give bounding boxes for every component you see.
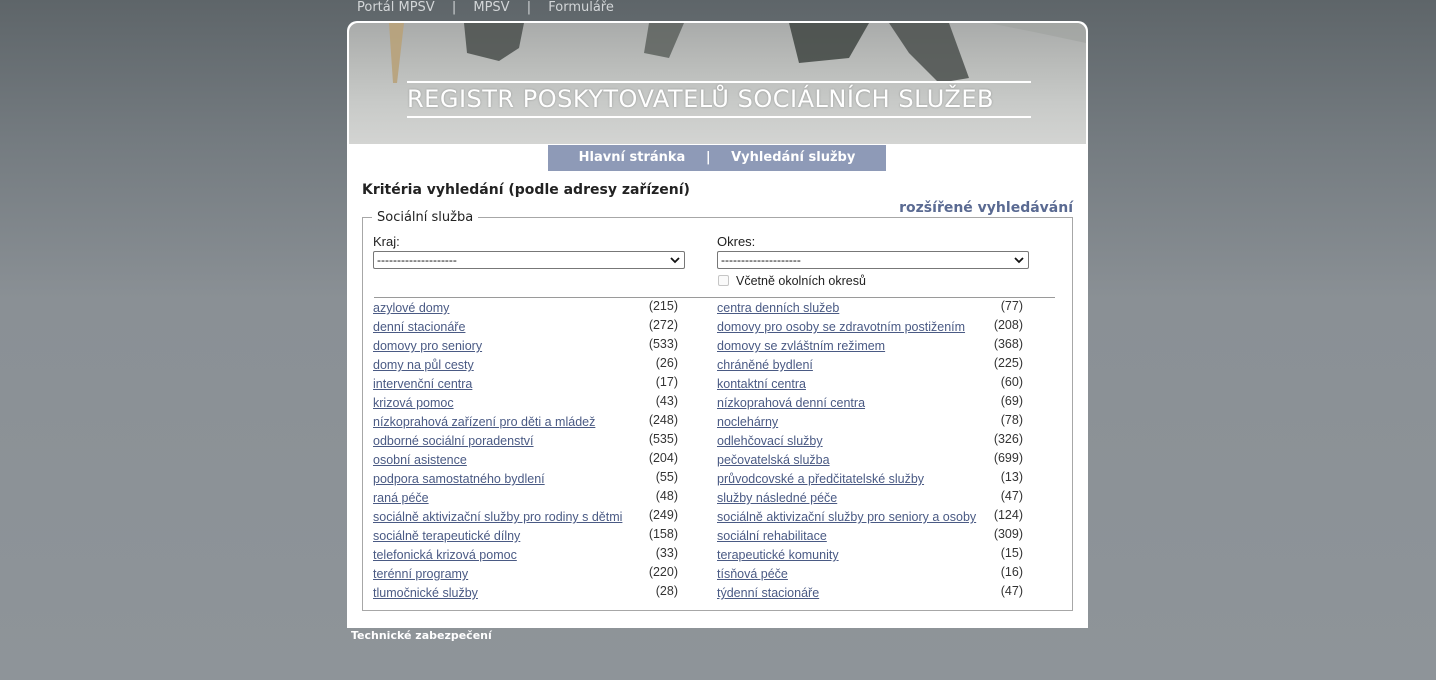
- service-count: (47): [1000, 584, 1023, 598]
- service-link[interactable]: podpora samostatného bydlení: [373, 472, 545, 486]
- service-row: [717, 320, 1023, 339]
- service-count: (225): [993, 356, 1023, 370]
- service-link[interactable]: azylové domy: [373, 301, 450, 315]
- service-count: (47): [1000, 489, 1023, 503]
- service-count: (249): [648, 508, 678, 522]
- okres-label: Okres:: [717, 234, 756, 249]
- service-link[interactable]: telefonická krizová pomoc: [373, 548, 517, 562]
- service-list-left: [373, 301, 678, 605]
- service-row: [373, 472, 678, 491]
- service-row: [373, 453, 678, 472]
- service-count: (272): [648, 318, 678, 332]
- service-count: (309): [993, 527, 1023, 541]
- service-row: [373, 586, 678, 605]
- service-link[interactable]: služby následné péče: [717, 491, 838, 505]
- service-count: (77): [1000, 299, 1023, 313]
- service-row: [717, 510, 1023, 529]
- footer-technical-link[interactable]: Technické zabezpečení: [351, 629, 492, 642]
- service-row: [717, 339, 1023, 358]
- top-nav: [357, 0, 614, 16]
- service-count: (55): [655, 470, 678, 484]
- social-service-fieldset: [362, 210, 1073, 611]
- service-count: (220): [648, 565, 678, 579]
- banner-photo: [349, 23, 1086, 144]
- service-count: (368): [993, 337, 1023, 351]
- service-row: [373, 301, 678, 320]
- service-link[interactable]: domy na půl cesty: [373, 358, 474, 372]
- banner-title: REGISTR POSKYTOVATELŮ SOCIÁLNÍCH SLUŽEB: [407, 85, 1031, 118]
- service-count: (26): [655, 356, 678, 370]
- service-count: (60): [1000, 375, 1023, 389]
- service-link[interactable]: sociálně aktivizační služby pro rodiny s dětmi: [373, 510, 623, 524]
- service-row: [717, 529, 1023, 548]
- page-title: Kritéria vyhledání (podle adresy zařízení): [362, 182, 690, 198]
- kraj-select[interactable]: [373, 251, 685, 269]
- nav-hlavni-stranka[interactable]: Hlavní stránka: [578, 150, 686, 165]
- service-row: [717, 434, 1023, 453]
- service-count: (28): [655, 584, 678, 598]
- service-row: [717, 491, 1023, 510]
- service-count: (13): [1000, 470, 1023, 484]
- service-link[interactable]: terapeutické komunity: [717, 548, 839, 562]
- service-link[interactable]: nízkoprahová zařízení pro děti a mládež: [373, 415, 596, 429]
- service-row: [717, 415, 1023, 434]
- service-row: [373, 339, 678, 358]
- service-row: [373, 396, 678, 415]
- page-container: [347, 21, 1088, 628]
- service-count: (248): [648, 413, 678, 427]
- service-link[interactable]: nízkoprahová denní centra: [717, 396, 866, 410]
- service-row: [373, 548, 678, 567]
- service-count: (204): [648, 451, 678, 465]
- service-link[interactable]: sociálně aktivizační služby pro seniory a osoby: [717, 510, 977, 524]
- service-count: (124): [993, 508, 1023, 522]
- service-link[interactable]: domovy pro osoby se zdravotním postižením: [717, 320, 966, 334]
- kraj-select-value: --------------------: [377, 253, 457, 267]
- top-nav-formulare[interactable]: Formuláře: [548, 0, 614, 15]
- service-row: [717, 377, 1023, 396]
- service-row: [373, 415, 678, 434]
- main-nav: [548, 145, 886, 171]
- service-link[interactable]: osobní asistence: [373, 453, 467, 467]
- service-row: [717, 472, 1023, 491]
- service-link[interactable]: týdenní stacionáře: [717, 586, 820, 600]
- kraj-label: Kraj:: [373, 234, 400, 249]
- service-count: (215): [648, 299, 678, 313]
- service-row: [717, 396, 1023, 415]
- service-count: (15): [1000, 546, 1023, 560]
- banner: [349, 23, 1086, 144]
- service-link[interactable]: kontaktní centra: [717, 377, 806, 391]
- service-row: [373, 377, 678, 396]
- service-list-right: [717, 301, 1023, 605]
- service-link[interactable]: centra denních služeb: [717, 301, 840, 315]
- service-link[interactable]: průvodcovské a předčitatelské služby: [717, 472, 925, 486]
- service-link[interactable]: noclehárny: [717, 415, 779, 429]
- service-row: [717, 586, 1023, 605]
- service-row: [717, 567, 1023, 586]
- advanced-search-link[interactable]: rozšířené vyhledávání: [899, 200, 1073, 216]
- fieldset-legend: Sociální služba: [372, 210, 478, 225]
- service-count: (17): [655, 375, 678, 389]
- service-count: (43): [655, 394, 678, 408]
- service-link[interactable]: krizová pomoc: [373, 396, 454, 410]
- chevron-down-icon: [1014, 256, 1024, 264]
- service-count: (533): [648, 337, 678, 351]
- main-nav-separator: |: [705, 150, 711, 165]
- service-link[interactable]: terénní programy: [373, 567, 469, 581]
- service-count: (535): [648, 432, 678, 446]
- top-nav-mpsv[interactable]: MPSV: [473, 0, 510, 15]
- chevron-down-icon: [670, 256, 680, 264]
- service-link[interactable]: raná péče: [373, 491, 429, 505]
- nav-vyhledani-sluzby[interactable]: Vyhledání služby: [731, 150, 856, 165]
- service-row: [373, 567, 678, 586]
- service-row: [717, 453, 1023, 472]
- service-count: (33): [655, 546, 678, 560]
- divider: [374, 297, 1055, 298]
- service-count: (69): [1000, 394, 1023, 408]
- service-count: (699): [993, 451, 1023, 465]
- top-nav-portal-mpsv[interactable]: Portál MPSV: [357, 0, 435, 15]
- okres-select[interactable]: [717, 251, 1029, 269]
- service-row: [373, 510, 678, 529]
- service-link[interactable]: domovy pro seniory: [373, 339, 483, 353]
- banner-rule-top: [407, 81, 1031, 83]
- service-row: [717, 548, 1023, 567]
- service-link[interactable]: chráněné bydlení: [717, 358, 813, 372]
- service-count: (78): [1000, 413, 1023, 427]
- service-row: [373, 491, 678, 510]
- service-link[interactable]: denní stacionáře: [373, 320, 466, 334]
- service-link[interactable]: sociálně terapeutické dílny: [373, 529, 521, 543]
- top-nav-separator: |: [526, 0, 532, 15]
- service-link[interactable]: sociální rehabilitace: [717, 529, 827, 543]
- top-nav-separator: |: [451, 0, 457, 15]
- service-row: [373, 529, 678, 548]
- include-neighbours-checkbox[interactable]: [718, 275, 729, 286]
- service-row: [373, 434, 678, 453]
- service-count: (326): [993, 432, 1023, 446]
- service-count: (48): [655, 489, 678, 503]
- service-link[interactable]: domovy se zvláštním režimem: [717, 339, 886, 353]
- service-count: (158): [648, 527, 678, 541]
- service-link[interactable]: pečovatelská služba: [717, 453, 830, 467]
- service-row: [373, 358, 678, 377]
- service-row: [717, 358, 1023, 377]
- service-row: [717, 301, 1023, 320]
- service-row: [373, 320, 678, 339]
- okres-select-value: --------------------: [721, 253, 801, 267]
- service-count: (16): [1000, 565, 1023, 579]
- include-neighbours-label: Včetně okolních okresů: [736, 274, 866, 288]
- service-link[interactable]: odborné sociální poradenství: [373, 434, 534, 448]
- service-link[interactable]: tlumočnické služby: [373, 586, 478, 600]
- service-link[interactable]: tísňová péče: [717, 567, 788, 581]
- service-count: (208): [993, 318, 1023, 332]
- service-link[interactable]: odlehčovací služby: [717, 434, 823, 448]
- service-link[interactable]: intervenční centra: [373, 377, 473, 391]
